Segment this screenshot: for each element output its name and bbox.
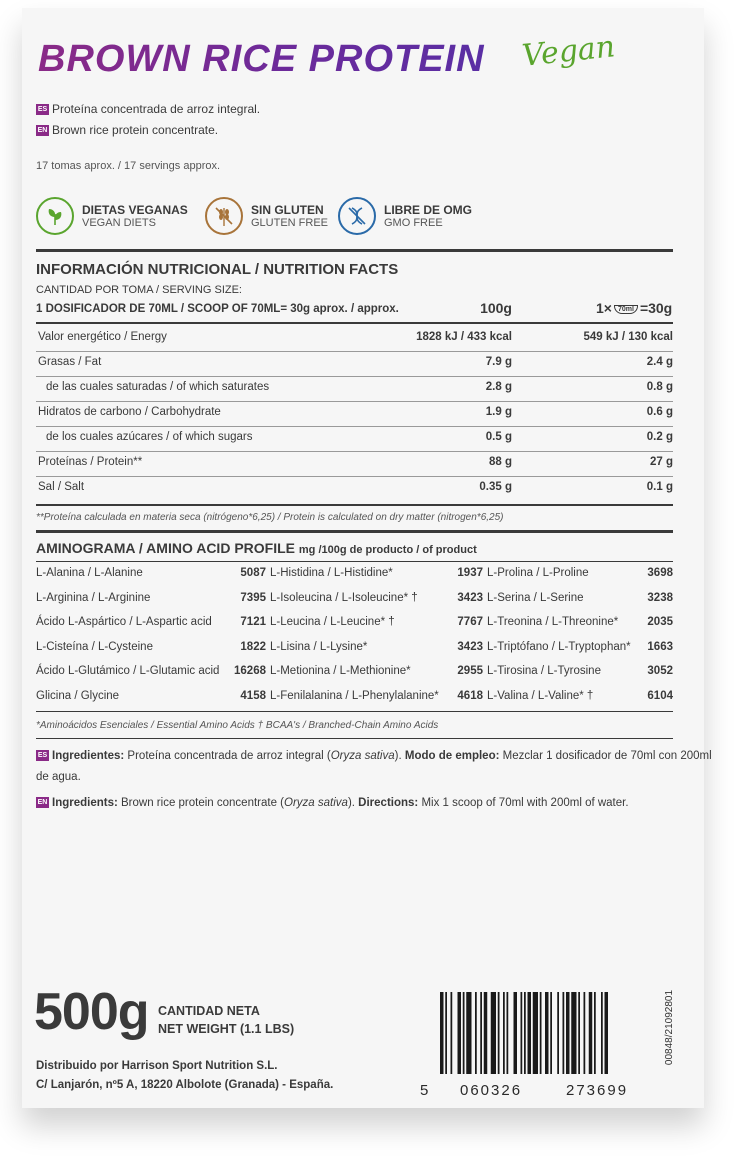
- barcode-left-digits: 060326: [460, 1082, 523, 1099]
- barcode-bar: [566, 992, 570, 1074]
- divider: [36, 561, 673, 562]
- amino-acid-name: L-Leucina / L-Leucine* †: [270, 616, 395, 628]
- nutrition-row-label: Hidratos de carbono / Carbohydrate: [38, 406, 221, 418]
- nutrition-value-100g: 1.9 g: [485, 406, 512, 418]
- amino-acid-name: L-Histidina / L-Histidine*: [270, 567, 393, 579]
- ingredients-en: EN Ingredients: Brown rice protein concentrate (Oryza sativa). Directions: Mix 1 scoop of 70ml with 200ml of water.: [37, 797, 629, 809]
- row-divider: [36, 476, 673, 477]
- row-divider: [36, 351, 673, 352]
- barcode-bar: [480, 992, 482, 1074]
- distributor: Distribuido por Harrison Sport Nutrition S.L.: [36, 1060, 278, 1072]
- barcode-bar: [533, 992, 538, 1074]
- scoop-icon: 70ml: [614, 305, 638, 314]
- barcode-bar: [514, 992, 518, 1074]
- barcode: [440, 992, 658, 1074]
- amino-acid-value: 3423: [457, 591, 483, 604]
- nutrition-value-100g: 2.8 g: [485, 381, 512, 393]
- es-flag: ES: [37, 106, 48, 114]
- english-description: EN Brown rice protein concentrate.: [37, 123, 219, 137]
- product-title: BROWN RICE PROTEIN: [38, 38, 485, 80]
- amino-acid-value: 7395: [240, 591, 266, 604]
- nutrition-row-label: Proteínas / Protein**: [38, 456, 143, 468]
- barcode-bar: [503, 992, 505, 1074]
- amino-acid-name: L-Metionina / L-Methionine*: [270, 665, 411, 677]
- barcode-bar: [498, 992, 500, 1074]
- barcode-bar: [594, 992, 596, 1074]
- amino-acid-name: L-Arginina / L-Arginine: [36, 591, 151, 604]
- barcode-bar: [458, 992, 462, 1074]
- serving-size-desc: 1 DOSIFICADOR DE 70ML / SCOOP OF 70ML= 30g aprox. / approx.: [36, 303, 399, 315]
- amino-acid-value: 16268: [234, 665, 266, 677]
- barcode-bar: [484, 992, 488, 1074]
- amino-acid-value: 1822: [240, 640, 266, 653]
- row-divider: [36, 426, 673, 427]
- amino-acid-name: L-Valina / L-Valine* †: [487, 689, 594, 702]
- barcode-bar: [528, 992, 532, 1074]
- barcode-bar: [445, 992, 447, 1074]
- col-header-100g: 100g: [480, 300, 512, 316]
- serving-size-label: CANTIDAD POR TOMA / SERVING SIZE:: [36, 284, 242, 296]
- barcode-bar: [545, 992, 549, 1074]
- amino-acid-value: 5087: [240, 567, 266, 579]
- divider: [36, 738, 673, 739]
- amino-acid-value: 4158: [240, 689, 266, 702]
- amino-acid-name: L-Isoleucina / L-Isoleucine* †: [270, 591, 418, 604]
- barcode-bar: [563, 992, 565, 1074]
- wheat-icon: [205, 197, 243, 235]
- barcode-bar: [463, 992, 465, 1074]
- row-divider: [36, 401, 673, 402]
- barcode-first-digit: 5: [420, 1082, 429, 1099]
- amino-acid-value: 3238: [647, 591, 673, 604]
- amino-acid-name: L-Lisina / L-Lysine*: [270, 640, 368, 653]
- amino-acid-value: 1937: [457, 567, 483, 579]
- barcode-bar: [521, 992, 523, 1074]
- nutrition-value-serving: 549 kJ / 130 kcal: [583, 331, 673, 343]
- barcode-bar: [466, 992, 471, 1074]
- nutrition-value-serving: 27 g: [649, 456, 673, 468]
- nutrition-value-serving: 0.2 g: [646, 431, 673, 443]
- net-weight-big: 500g: [34, 983, 149, 1041]
- barcode-bar: [605, 992, 609, 1074]
- amino-acid-value: 2955: [457, 665, 483, 677]
- nutrition-row-label: Valor energético / Energy: [38, 331, 167, 343]
- nutrition-value-100g: 0.5 g: [485, 431, 512, 443]
- amino-acid-value: 1663: [647, 640, 673, 653]
- amino-acid-value: 2035: [647, 616, 673, 628]
- divider: [36, 249, 673, 252]
- amino-acid-name: Glicina / Glycine: [36, 689, 120, 702]
- amino-acid-name: Ácido L-Glutámico / L-Glutamic acid: [36, 665, 220, 677]
- badge-vegan: DIETAS VEGANAS VEGAN DIETS: [36, 194, 188, 238]
- en-flag: EN: [37, 127, 48, 135]
- nutrition-value-serving: 2.4 g: [646, 356, 673, 368]
- divider: [36, 711, 673, 712]
- barcode-right-digits: 273699: [566, 1082, 629, 1099]
- row-divider: [36, 376, 673, 377]
- nutrition-row-label: de los cuales azúcares / of which sugars: [46, 431, 253, 443]
- nutrition-value-100g: 7.9 g: [485, 356, 512, 368]
- batch-code: 00848/21092801: [664, 990, 675, 1066]
- badge-gmo-free: LIBRE DE OMG GMO FREE: [338, 194, 472, 238]
- nutrition-row-label: Grasas / Fat: [38, 356, 102, 368]
- net-weight-es: CANTIDAD NETA: [158, 1004, 260, 1018]
- spanish-description: ES Proteína concentrada de arroz integral.: [37, 102, 261, 116]
- barcode-bar: [491, 992, 496, 1074]
- barcode-bar: [440, 992, 444, 1074]
- ingredients-es-cont: de agua.: [36, 771, 81, 783]
- barcode-bar: [475, 992, 477, 1074]
- amino-acid-value: 6104: [647, 689, 673, 702]
- product-label: [22, 8, 704, 1108]
- nutrition-heading: INFORMACIÓN NUTRICIONAL / NUTRITION FACTS: [36, 261, 399, 278]
- amino-footnote: *Aminoácidos Esenciales / Essential Amino Acids † BCAA's / Branched-Chain Amino Acids: [36, 720, 439, 731]
- barcode-bar: [578, 992, 580, 1074]
- amino-acid-name: L-Alanina / L-Alanine: [36, 567, 143, 579]
- amino-acid-name: L-Tirosina / L-Tyrosine: [487, 665, 601, 677]
- amino-acid-value: 3698: [647, 567, 673, 579]
- nutrition-footnote: **Proteína calculada en materia seca (nitrógeno*6,25) / Protein is calculated on dry matter (nitrogen*6,25): [36, 512, 504, 523]
- amino-heading: AMINOGRAMA / AMINO ACID PROFILE mg /100g de producto / of product: [36, 540, 477, 556]
- barcode-bar: [550, 992, 552, 1074]
- nutrition-value-serving: 0.6 g: [646, 406, 673, 418]
- barcode-bar: [589, 992, 593, 1074]
- col-header-serving: 1× 70ml =30g: [596, 300, 673, 316]
- nutrition-value-serving: 0.1 g: [646, 481, 673, 493]
- nutrition-value-serving: 0.8 g: [646, 381, 673, 393]
- servings-count: 17 tomas aprox. / 17 servings approx.: [36, 160, 221, 172]
- amino-acid-name: Ácido L-Aspártico / L-Aspartic acid: [36, 616, 212, 628]
- nutrition-value-100g: 88 g: [488, 456, 512, 468]
- address: C/ Lanjarón, nº5 A, 18220 Albolote (Granada) - España.: [36, 1079, 334, 1091]
- barcode-bar: [601, 992, 603, 1074]
- barcode-bar: [451, 992, 453, 1074]
- divider: [36, 322, 673, 324]
- dna-icon: [338, 197, 376, 235]
- amino-acid-name: L-Prolina / L-Proline: [487, 567, 589, 579]
- divider: [36, 530, 673, 533]
- barcode-bar: [557, 992, 559, 1074]
- amino-acid-name: L-Cisteína / L-Cysteine: [36, 640, 153, 653]
- barcode-bar: [571, 992, 576, 1074]
- barcode-bar: [524, 992, 526, 1074]
- nutrition-row-label: de las cuales saturadas / of which saturates: [46, 381, 270, 393]
- nutrition-value-100g: 0.35 g: [479, 481, 512, 493]
- amino-acid-value: 3052: [647, 665, 673, 677]
- amino-acid-value: 7121: [240, 616, 266, 628]
- amino-acid-name: L-Serina / L-Serine: [487, 591, 584, 604]
- amino-acid-value: 3423: [457, 640, 483, 653]
- barcode-bar: [507, 992, 509, 1074]
- amino-acid-name: L-Treonina / L-Threonine*: [487, 616, 619, 628]
- amino-acid-name: L-Triptófano / L-Tryptophan*: [487, 640, 631, 653]
- barcode-bar: [540, 992, 542, 1074]
- ingredients-es: ES Ingredientes: Proteína concentrada de arroz integral (Oryza sativa). Modo de empleo: Mezclar 1 dosificador de 70ml con 200ml: [37, 750, 712, 762]
- vegan-script: Vegan: [520, 29, 617, 74]
- nutrition-value-100g: 1828 kJ / 433 kcal: [416, 331, 512, 343]
- barcode-bar: [584, 992, 586, 1074]
- amino-acid-value: 4618: [457, 689, 483, 702]
- amino-acid-name: L-Fenilalanina / L-Phenylalanine*: [270, 689, 439, 702]
- net-weight-en: NET WEIGHT (1.1 LBS): [158, 1022, 295, 1036]
- divider: [36, 504, 673, 506]
- leaf-icon: [36, 197, 74, 235]
- nutrition-row-label: Sal / Salt: [38, 481, 85, 493]
- badge-gluten-free: SIN GLUTEN GLUTEN FREE: [205, 194, 328, 238]
- row-divider: [36, 451, 673, 452]
- amino-acid-value: 7767: [457, 616, 483, 628]
